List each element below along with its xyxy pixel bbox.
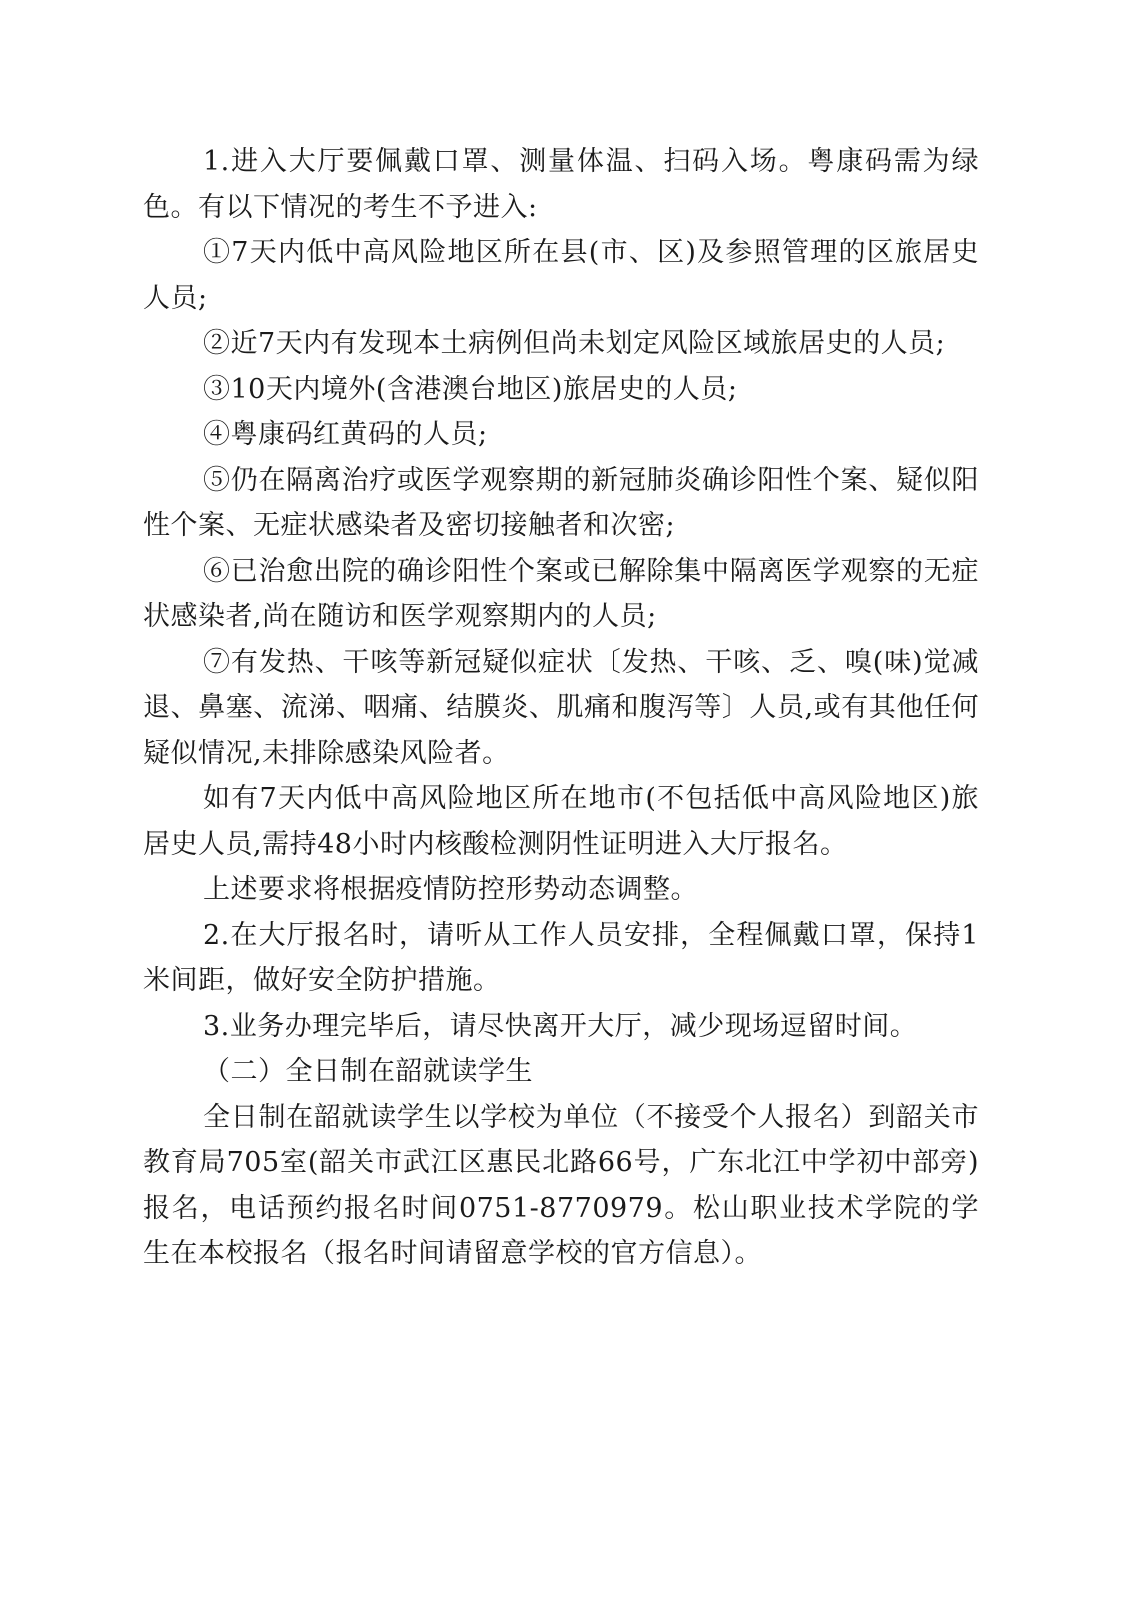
fulltime-students-registration: 全日制在韶就读学生以学校为单位（不接受个人报名）到韶关市教育局705室(韶关市武江区惠民北路66号，广东北江中学初中部旁)报名，电话预约报名时间0751-8770979。松山职业技术学院的学生在本校报名（报名时间请留意学校的官方信息）。 [143,1101,979,1269]
section-heading-fulltime-students: （二）全日制在韶就读学生 [203,1056,533,1087]
condition-2: ②近7天内有发现本土病例但尚未划定风险区域旅居史的人员; [203,328,946,359]
dynamic-adjustment-note: 上述要求将根据疫情防控形势动态调整。 [203,874,698,905]
condition-3: ③10天内境外(含港澳台地区)旅居史的人员; [203,373,738,405]
rule-3-leave-promptly: 3.业务办理完毕后，请尽快离开大厅，减少现场逗留时间。 [203,1010,918,1042]
condition-7: ⑦有发热、干咳等新冠疑似症状〔发热、干咳、乏、嗅(味)觉减退、鼻塞、流涕、咽痛、结膜炎、肌痛和腹泻等〕人员,或有其他任何疑似情况,未排除感染风险者。 [143,646,979,769]
nucleic-acid-note: 如有7天内低中高风险地区所在地市(不包括低中高风险地区)旅居史人员,需持48小时内核酸检测阴性证明进入大厅报名。 [143,783,979,860]
condition-6: ⑥已治愈出院的确诊阳性个案或已解除集中隔离医学观察的无症状感染者,尚在随访和医学观察期内的人员; [143,555,979,632]
condition-4: ④粤康码红黄码的人员; [203,419,488,450]
condition-1: ①7天内低中高风险地区所在县(市、区)及参照管理的区旅居史人员; [143,237,979,314]
rule-2-hall-registration: 2.在大厅报名时，请听从工作人员安排，全程佩戴口罩，保持1米间距，做好安全防护措施。 [143,919,979,996]
condition-5: ⑤仍在隔离治疗或医学观察期的新冠肺炎确诊阳性个案、疑似阳性个案、无症状感染者及密切接触者和次密; [143,464,979,541]
document-body [143,139,979,1277]
rule-1-entry-requirements: 1.进入大厅要佩戴口罩、测量体温、扫码入场。粤康码需为绿色。有以下情况的考生不予进入: [143,146,979,223]
